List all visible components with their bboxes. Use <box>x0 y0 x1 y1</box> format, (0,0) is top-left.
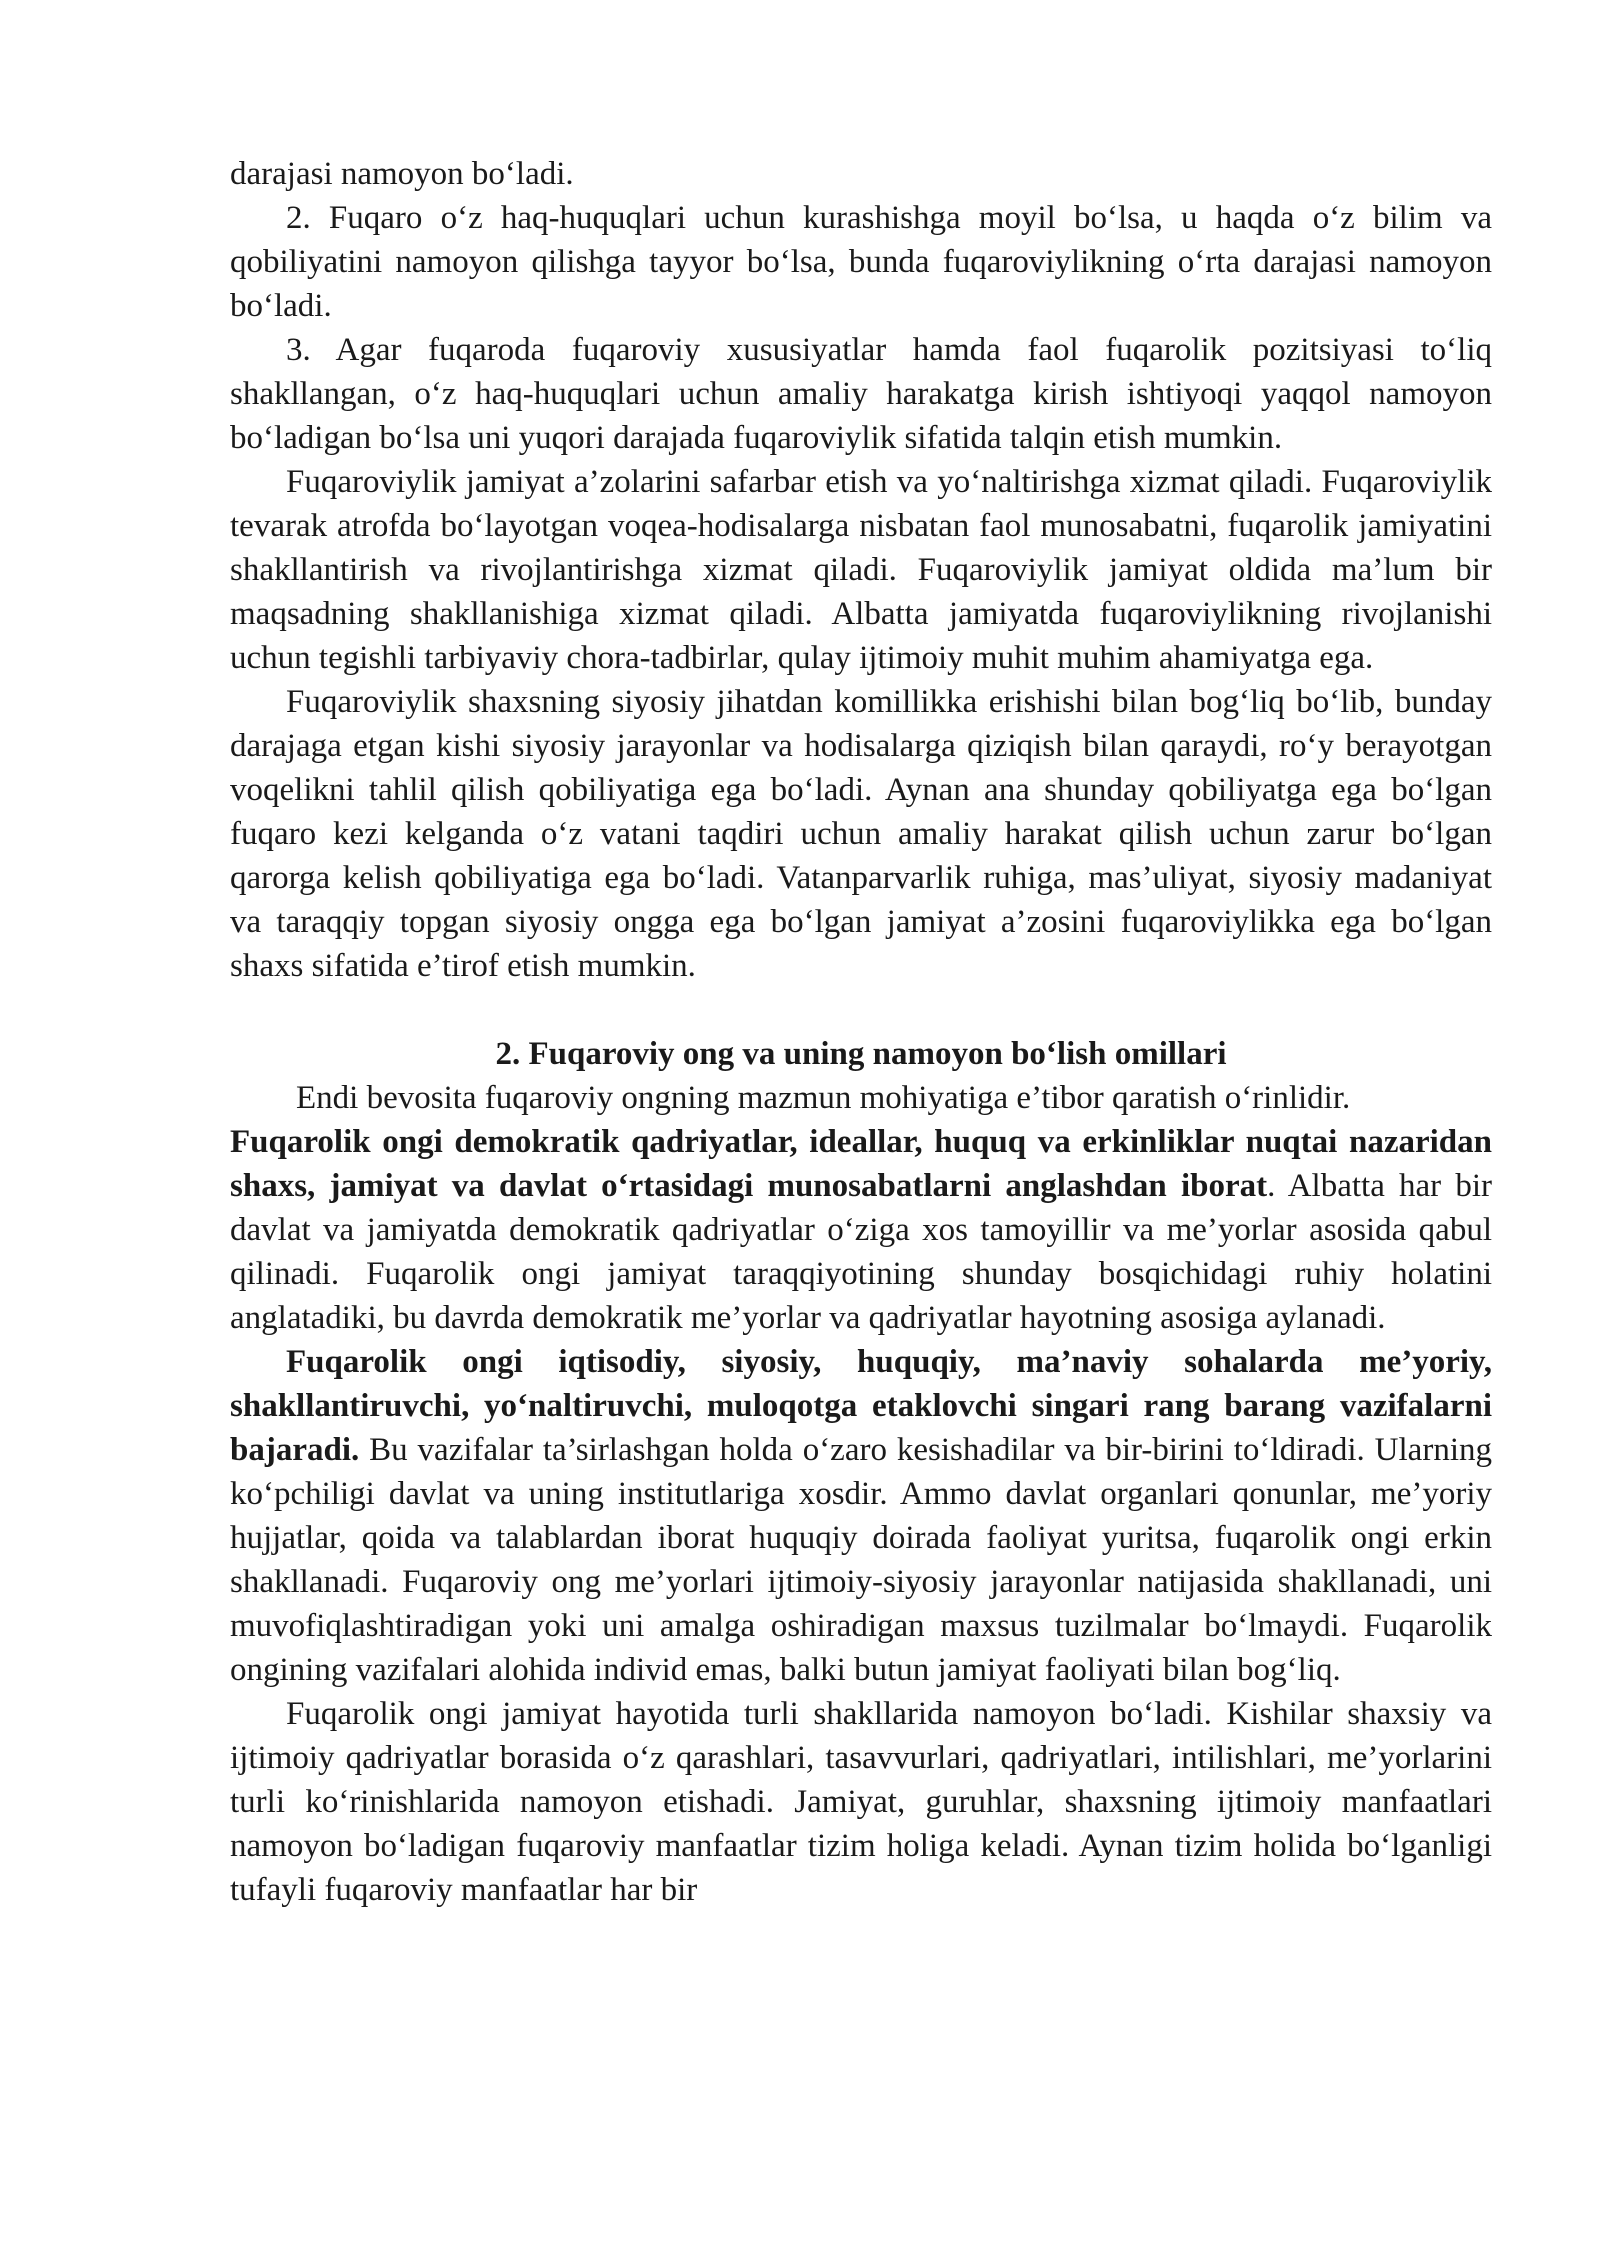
paragraph-civic-consciousness-definition <box>230 1120 1492 1340</box>
section-intro: Endi bevosita fuqaroviy ongning mazmun mohiyatiga e’tibor qaratish o‘rinlidir. <box>296 1080 1351 1116</box>
definition-rest-text: . Albatta har bir davlat va jamiyatda demokratik qadriyatlar o‘ziga xos tamoyillir va me’yorlar asosida qabul qilinadi. Fuqarolik ongi jamiyat taraqqiyotining shunday bosqichidagi ruhiy holatini anglatadiki, bu davrda demokratik me’yorlar va qadriyatlar hayotning asosiga aylanadi. <box>230 1168 1493 1336</box>
paragraph-civic-consciousness-forms: Fuqarolik ongi jamiyat hayotida turli shakllarida namoyon bo‘ladi. Kishilar shaxsiy va ijtimoiy qadriyatlar borasida o‘z qarashlari, tasavvurlari, qadriyatlari, intilishlari, me’yorlarini turli ko‘rinishlarida namoyon etishadi. Jamiyat, guruhlar, shaxsning ijtimoiy manfaatlari namoyon bo‘ladigan fuqaroviy manfaatlar tizim holiga keladi. Aynan tizim holida bo‘lganligi tufayli fuqaroviy manfaatlar har bir <box>230 1696 1492 1908</box>
definition-bold-text: Fuqarolik ongi demokratik qadriyatlar, ideallar, huquq va erkinliklar nuqtai nazaridan shaxs, jamiyat va davlat o‘rtasidagi munosabatlarni anglashdan iborat <box>230 1124 1492 1204</box>
section-heading: 2. Fuqaroviy ong va uning namoyon bo‘lish omillari <box>495 1036 1227 1072</box>
functions-rest-text: Bu vazifalar ta’sirlashgan holda o‘zaro kesishadilar va bir-birini to‘ldiradi. Ularning ko‘pchiligi davlat va uning institutlariga xosdir. Ammo davlat organlari qonunlar, me’yoriy hujjatlar, qoida va talablardan iborat huquqiy doirada faoliyat yuritsa, fuqarolik ongi erkin shakllanadi. Fuqaroviy ong me’yorlari ijtimoiy-siyosiy jarayonlar natijasida shakllanadi, uni muvofiqlashtiradigan yoki uni amalga oshiradigan maxsus tuzilmalar bo‘lmaydi. Fuqarolik ongining vazifalari alohida individ emas, balki butun jamiyat faoliyati bilan bog‘liq. <box>230 1432 1492 1688</box>
paragraph-civic-consciousness-functions <box>230 1340 1492 1692</box>
functions-bold-text: Fuqarolik ongi iqtisodiy, siyosiy, huquqiy, ma’naviy sohalarda me’yoriy, shakllantiruvchi, yo‘naltiruvchi, muloqotga etaklovchi singari rang barang vazifalarni bajaradi. <box>230 1344 1492 1468</box>
paragraph-citizenship-role: Fuqaroviylik jamiyat a’zolarini safarbar etish va yo‘naltirishga xizmat qiladi. Fuqaroviylik tevarak atrofda bo‘layotgan voqea-hodisalarga nisbatan faol munosabatni, fuqarolik jamiyatini shakllantirish va rivojlantirishga xizmat qiladi. Fuqaroviylik jamiyat oldida ma’lum bir maqsadning shakllanishiga xizmat qiladi. Albatta jamiyatda fuqaroviylikning rivojlanishi uchun tegishli tarbiyaviy chora-tadbirlar, qulay ijtimoiy muhit muhim ahamiyatga ega. <box>230 464 1492 676</box>
paragraph-level-2: 2. Fuqaro o‘z haq-huquqlari uchun kurashishga moyil bo‘lsa, u haqda o‘z bilim va qobiliyatini namoyon qilishga tayyor bo‘lsa, bunda fuqaroviylikning o‘rta darajasi namoyon bo‘ladi. <box>230 200 1492 324</box>
paragraph-continuation: darajasi namoyon bo‘ladi. <box>230 156 574 192</box>
paragraph-citizenship-maturity: Fuqaroviylik shaxsning siyosiy jihatdan komillikka erishishi bilan bog‘liq bo‘lib, bunday darajaga etgan kishi siyosiy jarayonlar va hodisalarga qiziqish bilan qaraydi, ro‘y berayotgan voqelikni tahlil qilish qobiliyatiga ega bo‘ladi. Aynan ana shunday qobiliyatga ega bo‘lgan fuqaro kezi kelganda o‘z vatani taqdiri uchun amaliy harakat qilish uchun zarur bo‘lgan qarorga kelish qobiliyatiga ega bo‘ladi. Vatanparvarlik ruhiga, mas’uliyat, siyosiy madaniyat va taraqqiy topgan siyosiy ongga ega bo‘lgan jamiyat a’zosini fuqaroviylikka ega bo‘lgan shaxs sifatida e’tirof etish mumkin. <box>230 684 1492 984</box>
paragraph-level-3: 3. Agar fuqaroda fuqaroviy xususiyatlar hamda faol fuqarolik pozitsiyasi to‘liq shakllangan, o‘z haq-huquqlari uchun amaliy harakatga kirish ishtiyoqi yaqqol namoyon bo‘ladigan bo‘lsa uni yuqori darajada fuqaroviylik sifatida talqin etish mumkin. <box>230 332 1492 456</box>
document-page <box>230 152 1492 1912</box>
